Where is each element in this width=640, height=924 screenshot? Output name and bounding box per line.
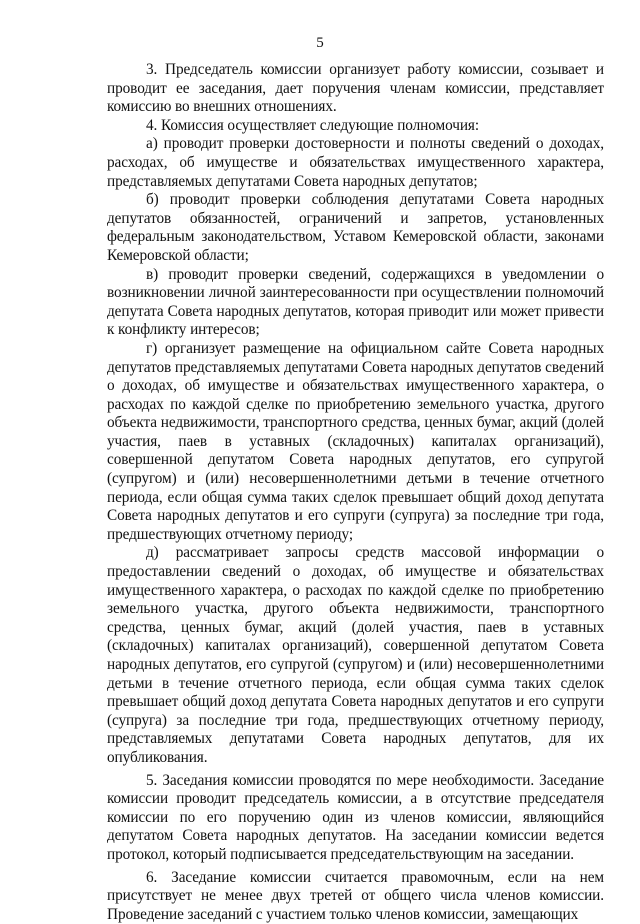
paragraph-3: 3. Председатель комиссии организует работу комиссии, созывает и проводит ее заседания, дает поручения членам комиссии, представляет комиссию во внешних отношениях. — [107, 61, 604, 116]
page-number: 5 — [316, 35, 324, 51]
paragraph-5: 5. Заседания комиссии проводятся по мере необходимости. Заседание комиссии проводит председатель комиссии, а в отсутствие председателя комиссии по его поручению один из членов комиссии, являющийся депутатом Совета народных депутатов. На заседании комиссии ведется протокол, который подписывается председательствующим на заседании. — [107, 771, 604, 863]
paragraph-4: 4. Комиссия осуществляет следующие полномочия: — [146, 116, 480, 134]
paragraph-4d: д) рассматривает запросы средств массовой информации о предоставлении сведений о доходах, об имуществе и обязательствах имущественного характера, о расходах по каждой сделке по приобретению земельного участка, другого объекта недвижимости, транспортного средства, ценных бумаг, акций (долей участия, паев в уставных (складочных) капиталах организаций), совершенной депутатом Совета народных депутатов, его супругой (супругом) и (или) несовершеннолетними детьми в течение отчетного периода, если общая сумма таких сделок превышает общий доход депутата Совета народных депутатов и его супруги (супруга) за последние три года, предшествующих отчетному периоду, представляемых депутатами Совета народных депутатов, для их опубликования. — [107, 544, 604, 766]
document-body — [107, 61, 604, 924]
paragraph-4b: б) проводит проверки соблюдения депутатами Совета народных депутатов обязанностей, ограничений и запретов, установленных федеральным законодательством, Уставом Кемеровской области, законами Кемеровской области; — [107, 191, 604, 264]
paragraph-4g: г) организует размещение на официальном сайте Совета народных депутатов представляемых депутатами Совета народных депутатов сведений о доходах, об имуществе и обязательствах имущественного характера, о расходах по каждой сделке по приобретению земельного участка, другого объекта недвижимости, транспортного средства, ценных бумаг, акций (долей участия, паев в уставных (складочных) капиталах организаций), совершенной депутатом Совета народных депутатов, его супругой (супругом) и (или) несовершеннолетними детьми в течение отчетного периода, если общая сумма таких сделок превышает общий доход депутата Совета народных депутатов и его супруги (супруга) за последние три года, предшествующих отчетному периоду; — [107, 339, 604, 543]
paragraph-4a: а) проводит проверки достоверности и полноты сведений о доходах, расходах, об имуществе и обязательствах имущественного характера, представляемых депутатами Совета народных депутатов; — [107, 135, 604, 190]
paragraph-6: 6. Заседание комиссии считается правомочным, если на нем присутствует не менее двух третей от общего числа членов комиссии. Проведение заседаний с участием только членов комиссии, замещающих — [107, 868, 604, 923]
paragraph-4v: в) проводит проверки сведений, содержащихся в уведомлении о возникновении личной заинтересованности при осуществлении полномочий депутата Совета народных депутатов, которая приводит или может привести к конфликту интересов; — [107, 265, 604, 339]
